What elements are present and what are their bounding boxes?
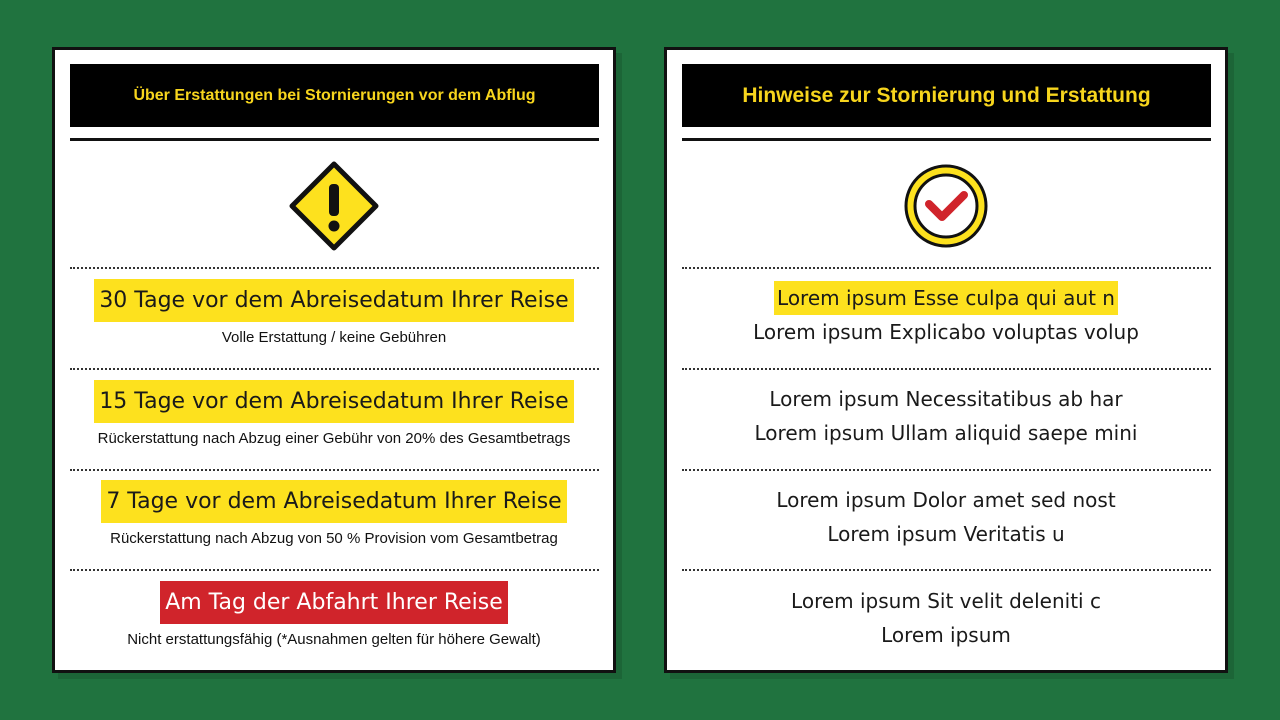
note-line: Lorem ipsum Esse culpa qui aut n	[774, 281, 1118, 315]
rule-detail: Rückerstattung nach Abzug von 50 % Provision vom Gesamtbetrag	[110, 530, 558, 547]
refund-rule-7-days	[55, 480, 613, 547]
divider	[70, 569, 599, 571]
divider	[682, 368, 1211, 370]
left-card-title: Über Erstattungen bei Stornierungen vor dem Abflug	[70, 64, 599, 127]
rule-detail: Nicht erstattungsfähig (*Ausnahmen gelten für höhere Gewalt)	[127, 631, 541, 648]
warning-icon-wrap	[55, 158, 613, 254]
note-line: Lorem ipsum Explicabo voluptas volup	[753, 320, 1139, 344]
note-line: Lorem ipsum	[881, 623, 1011, 647]
note-line: Lorem ipsum Sit velit deleniti c	[791, 589, 1101, 613]
left-header-divider	[70, 138, 599, 141]
rule-detail: Rückerstattung nach Abzug einer Gebühr von 20% des Gesamtbetrags	[97, 430, 571, 447]
divider	[682, 267, 1211, 269]
note-line: Lorem ipsum Ullam aliquid saepe mini	[754, 421, 1138, 445]
refund-rule-30-days	[55, 279, 613, 346]
divider	[70, 469, 599, 471]
refund-rule-departure-day	[55, 581, 613, 648]
right-card-title: Hinweise zur Stornierung und Erstattung	[682, 64, 1211, 127]
cancellation-refund-card	[52, 47, 616, 673]
rule-title: 30 Tage vor dem Abreisedatum Ihrer Reise	[94, 279, 573, 322]
note-line: Lorem ipsum Necessitatibus ab har	[769, 387, 1123, 411]
rule-detail: Volle Erstattung / keine Gebühren	[221, 329, 447, 346]
divider	[682, 469, 1211, 471]
right-header-divider	[682, 138, 1211, 141]
rule-title: 15 Tage vor dem Abreisedatum Ihrer Reise	[94, 380, 573, 423]
note-item	[667, 382, 1225, 450]
check-icon-wrap	[667, 158, 1225, 254]
refund-rule-15-days	[55, 380, 613, 447]
check-circle-icon	[902, 162, 990, 250]
note-item	[667, 483, 1225, 551]
note-item	[667, 584, 1225, 652]
note-line: Lorem ipsum Dolor amet sed nost	[776, 488, 1116, 512]
rule-title: Am Tag der Abfahrt Ihrer Reise	[160, 581, 508, 624]
divider	[70, 267, 599, 269]
divider	[70, 368, 599, 370]
rule-title: 7 Tage vor dem Abreisedatum Ihrer Reise	[101, 480, 566, 523]
cancellation-notes-card	[664, 47, 1228, 673]
warning-diamond-icon	[288, 160, 380, 252]
note-item	[667, 281, 1225, 349]
note-line: Lorem ipsum Veritatis u	[827, 522, 1065, 546]
divider	[682, 569, 1211, 571]
